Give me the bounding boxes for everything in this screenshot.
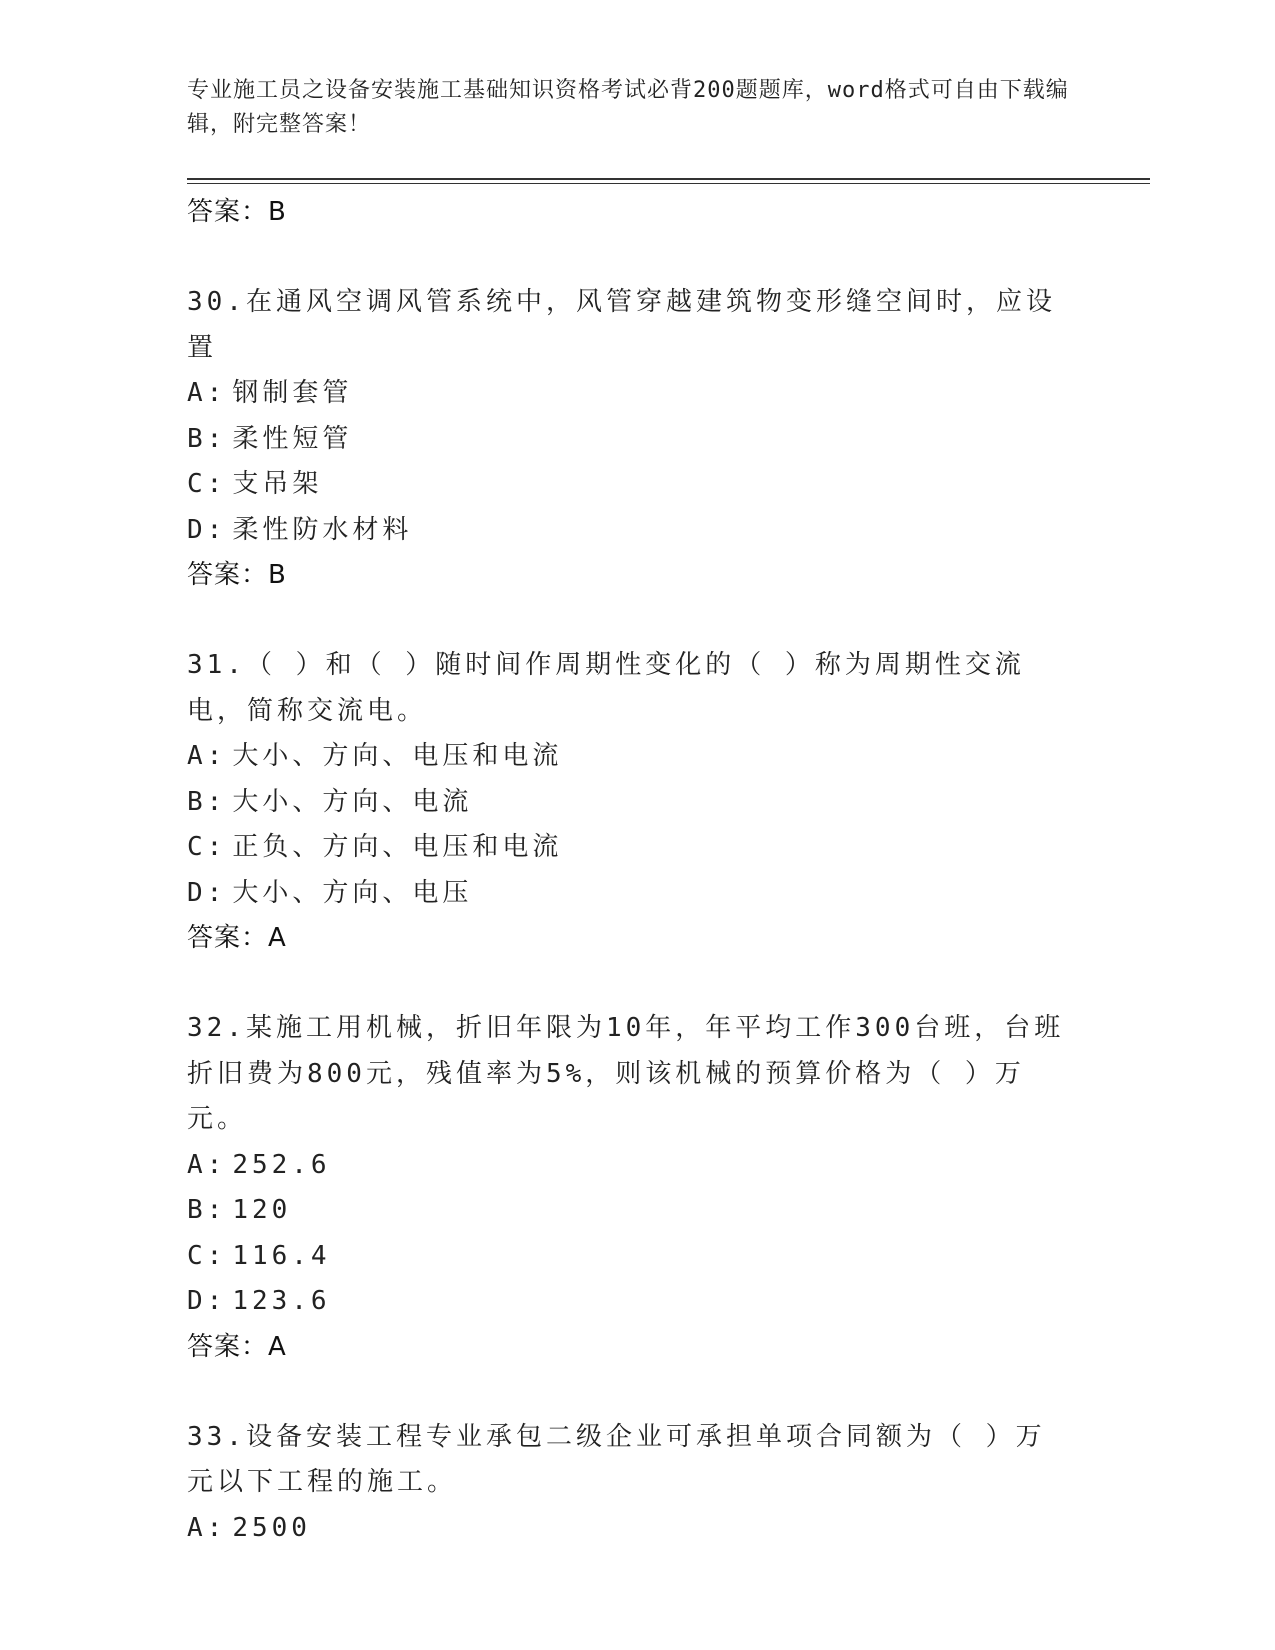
option-text: 252.6 (232, 1149, 331, 1180)
option-text: 正负、方向、电压和电流 (232, 832, 563, 862)
option-d (187, 508, 1067, 554)
option-d (187, 1279, 1067, 1325)
question-30 (187, 280, 1067, 598)
question-stem: 30.在通风空调风管系统中，风管穿越建筑物变形缝空间时，应设置 (187, 287, 1056, 363)
option-c (187, 462, 1067, 508)
header-divider-thick (187, 178, 1150, 180)
option-letter: B (187, 423, 207, 454)
question-stem: 31.（ ）和（ ）随时间作周期性变化的（ ）称为周期性交流电，简称交流电。 (187, 650, 1025, 726)
option-separator: : (206, 832, 227, 862)
question-33 (187, 1415, 1067, 1552)
option-letter: A (187, 1149, 207, 1180)
option-separator: : (206, 1512, 227, 1543)
option-b (187, 417, 1067, 463)
option-letter: B (187, 786, 207, 817)
question-answer: 答案：B (187, 560, 287, 590)
question-stem: 33.设备安装工程专业承包二级企业可承担单项合同额为（ ）万元以下工程的施工。 (187, 1421, 1046, 1497)
option-separator: : (206, 741, 227, 771)
option-text: 123.6 (232, 1286, 331, 1316)
option-letter: D (187, 1286, 207, 1316)
option-letter: A (187, 378, 207, 408)
option-text: 钢制套管 (232, 378, 353, 408)
option-text: 柔性短管 (232, 423, 353, 454)
option-text: 116.4 (232, 1240, 331, 1271)
option-d (187, 871, 1067, 917)
option-separator: : (206, 423, 227, 454)
option-separator: : (206, 469, 227, 499)
option-b (187, 1188, 1067, 1234)
option-letter: D (187, 514, 207, 545)
header-divider-thin (187, 183, 1150, 184)
option-b (187, 780, 1067, 826)
option-letter: D (187, 877, 207, 908)
option-a (187, 1506, 1067, 1552)
option-separator: : (206, 877, 227, 908)
option-separator: : (206, 786, 227, 817)
previous-question-answer: 答案：B (187, 197, 287, 227)
question-32 (187, 1006, 1067, 1370)
option-letter: A (187, 741, 207, 771)
option-letter: C (187, 469, 207, 499)
option-text: 大小、方向、电压 (232, 877, 473, 908)
option-a (187, 734, 1067, 780)
option-letter: A (187, 1512, 207, 1543)
option-letter: C (187, 1240, 207, 1271)
option-a (187, 371, 1067, 417)
question-answer: 答案：A (187, 1331, 287, 1362)
option-separator: : (206, 1195, 227, 1225)
option-letter: B (187, 1195, 207, 1225)
question-stem: 32.某施工用机械，折旧年限为10年，年平均工作300台班，台班折旧费为800元，残值率为5%，则该机械的预算价格为（ ）万元。 (187, 1013, 1065, 1134)
option-text: 2500 (232, 1512, 311, 1543)
option-c (187, 825, 1067, 871)
option-text: 支吊架 (232, 469, 323, 499)
option-c (187, 1234, 1067, 1280)
question-answer: 答案：A (187, 923, 287, 953)
option-separator: : (206, 1286, 227, 1316)
question-31 (187, 643, 1067, 961)
option-text: 大小、方向、电流 (232, 786, 473, 817)
option-a (187, 1143, 1067, 1189)
option-letter: C (187, 832, 207, 862)
option-separator: : (206, 1240, 227, 1271)
option-text: 大小、方向、电压和电流 (232, 741, 563, 771)
option-separator: : (206, 378, 227, 408)
document-content (187, 190, 1067, 1551)
document-header: 专业施工员之设备安装施工基础知识资格考试必背200题题库，word格式可自由下载编辑，附完整答案！ (187, 78, 1069, 137)
option-text: 120 (232, 1195, 292, 1225)
option-separator: : (206, 514, 227, 545)
option-separator: : (206, 1149, 227, 1180)
option-text: 柔性防水材料 (232, 514, 413, 545)
